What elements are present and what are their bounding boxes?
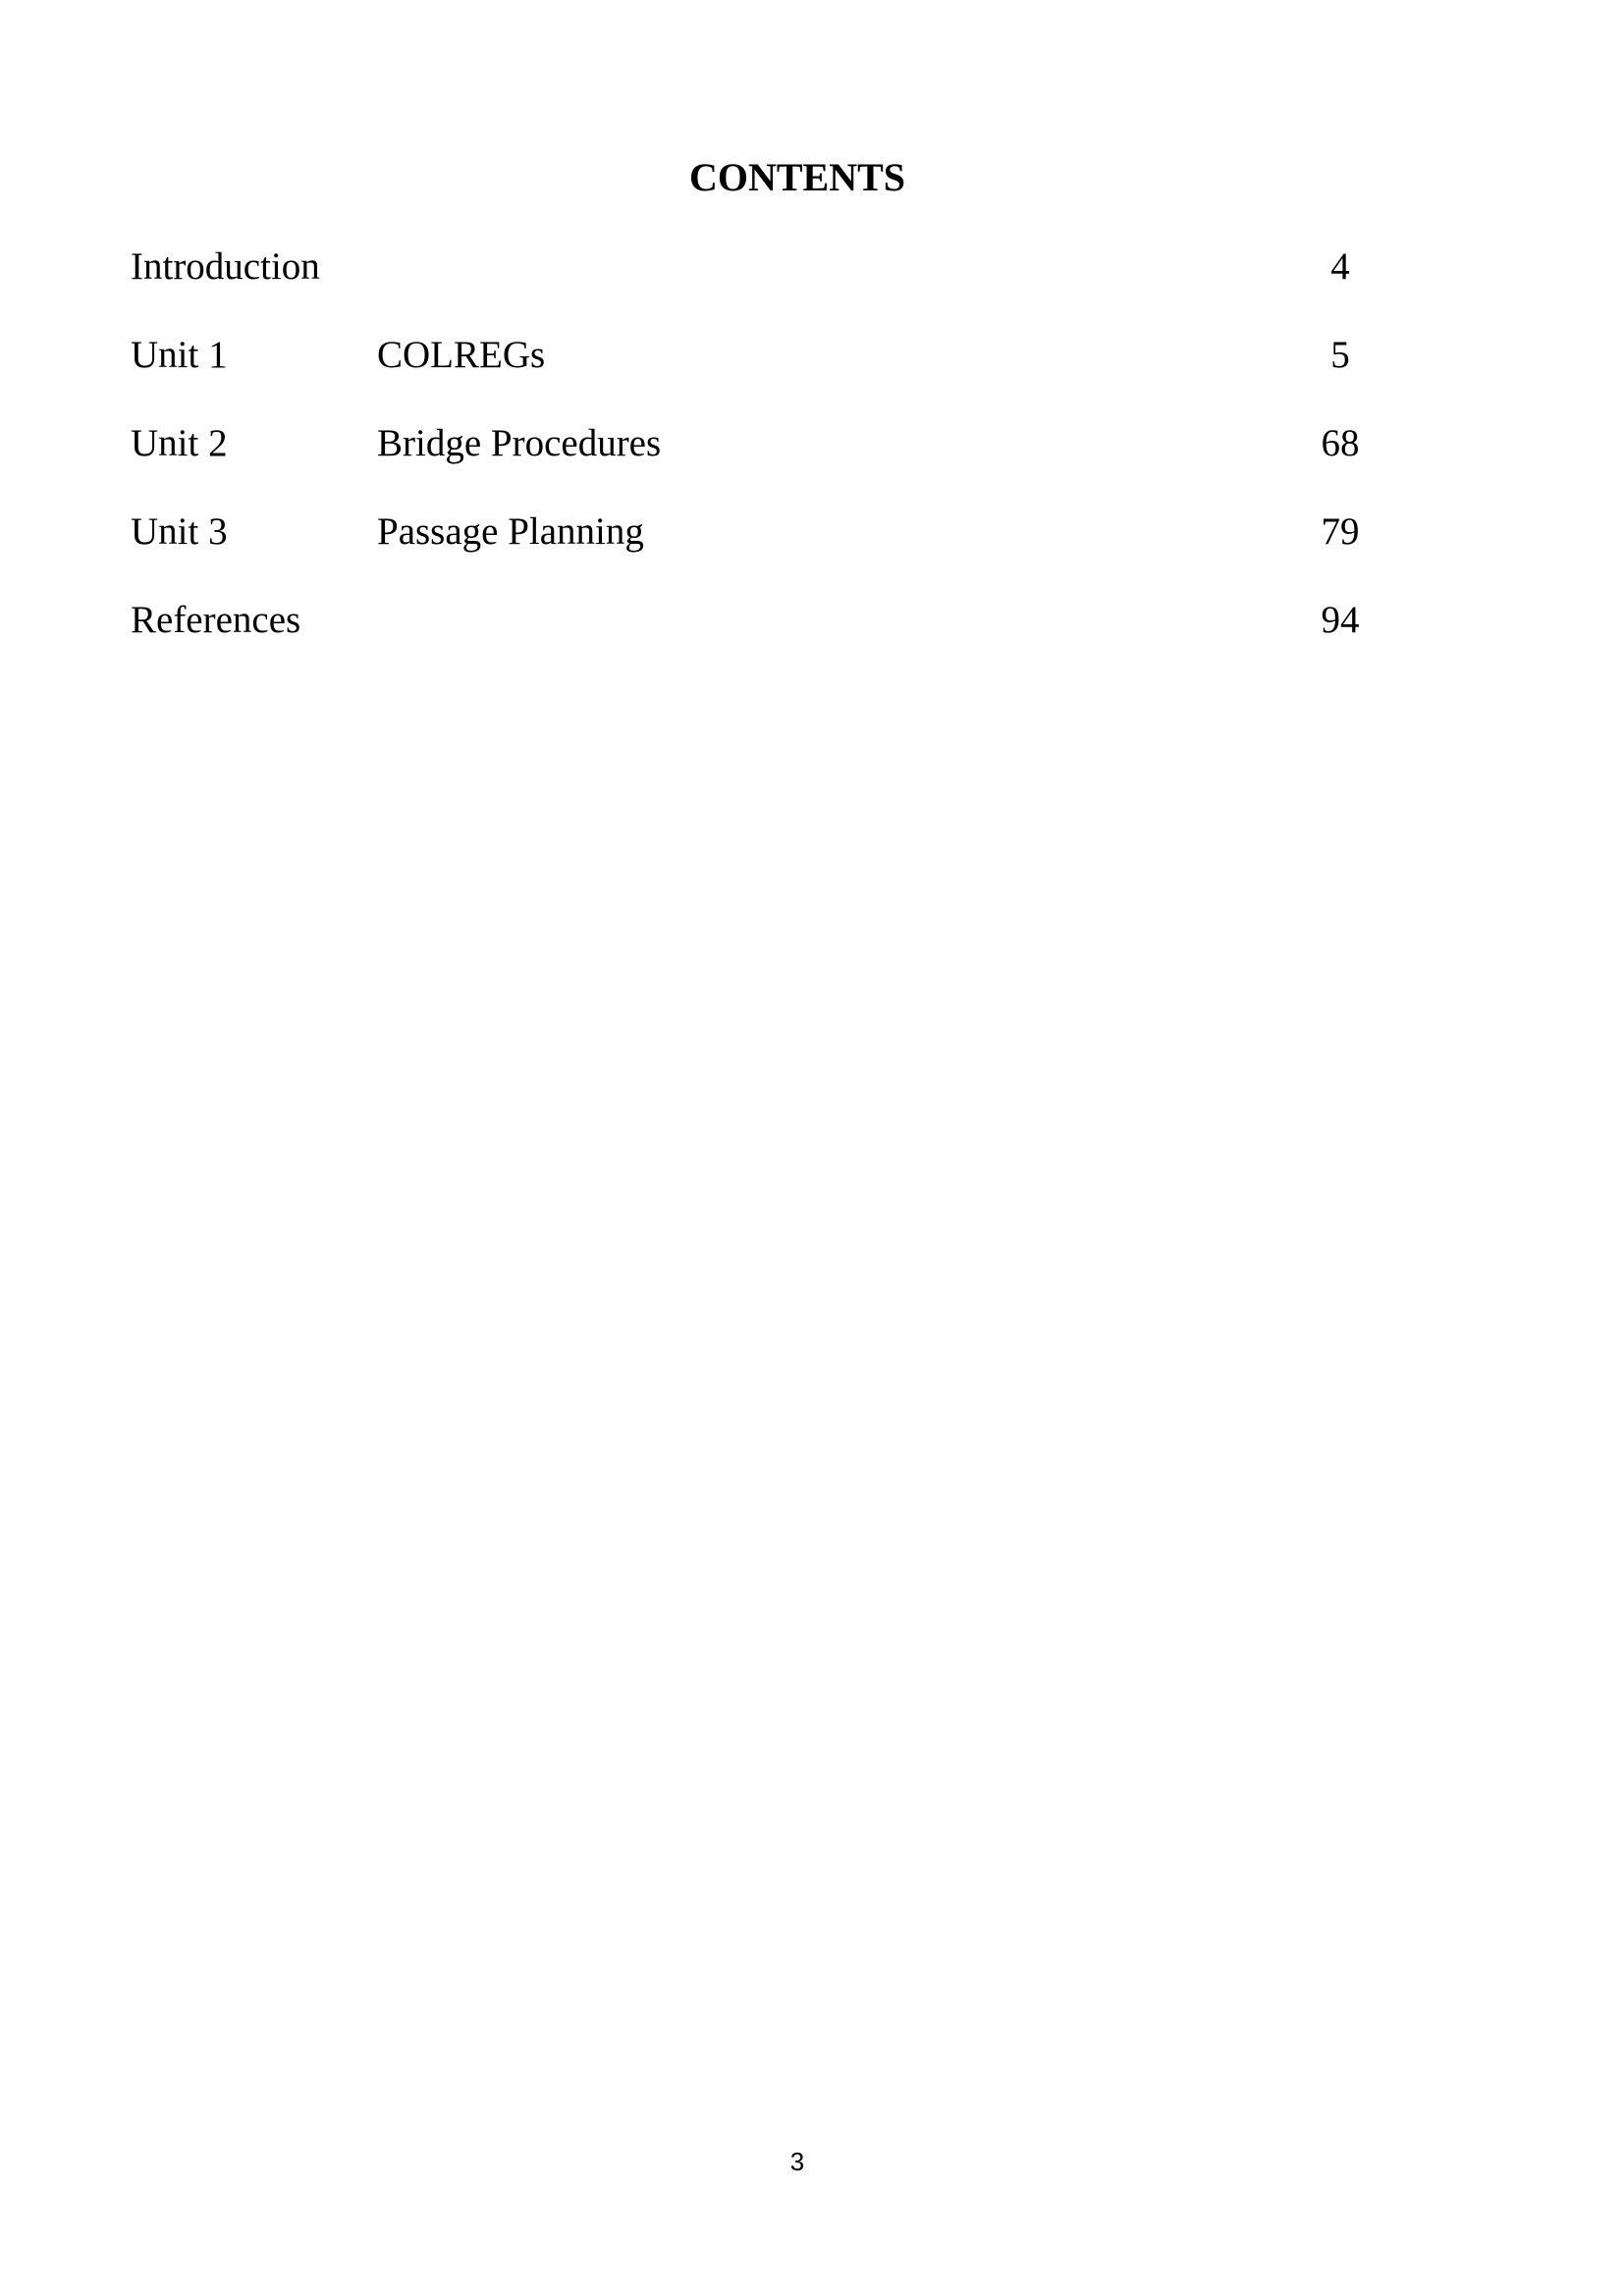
toc-entry-references xyxy=(0,594,1624,647)
toc-entry-page-number: 4 xyxy=(1330,245,1350,288)
toc-entry-title: Passage Planning xyxy=(377,510,644,553)
toc-entry-unit-1 xyxy=(0,329,1624,382)
toc-entry-title: Bridge Procedures xyxy=(377,422,662,464)
toc-entry-label: References xyxy=(131,599,301,641)
contents-heading: CONTENTS xyxy=(688,155,906,199)
toc-entry-page-number: 79 xyxy=(1321,510,1360,553)
toc-entry-introduction xyxy=(0,240,1624,294)
table-of-contents xyxy=(0,0,1624,687)
toc-entry-label: Unit 1 xyxy=(131,334,228,376)
toc-entry-label: Unit 3 xyxy=(131,510,228,553)
toc-entry-page-number: 94 xyxy=(1321,599,1360,641)
toc-entry-label: Unit 2 xyxy=(131,422,228,464)
toc-entry-page-number: 5 xyxy=(1330,334,1350,376)
toc-entry-page-number: 68 xyxy=(1321,422,1360,464)
toc-entry-unit-2 xyxy=(0,417,1624,470)
toc-entry-unit-3 xyxy=(0,506,1624,559)
toc-entry-label: Introduction xyxy=(131,245,320,288)
toc-entry-title: COLREGs xyxy=(377,334,546,376)
footer-page-number: 3 xyxy=(789,2147,805,2176)
